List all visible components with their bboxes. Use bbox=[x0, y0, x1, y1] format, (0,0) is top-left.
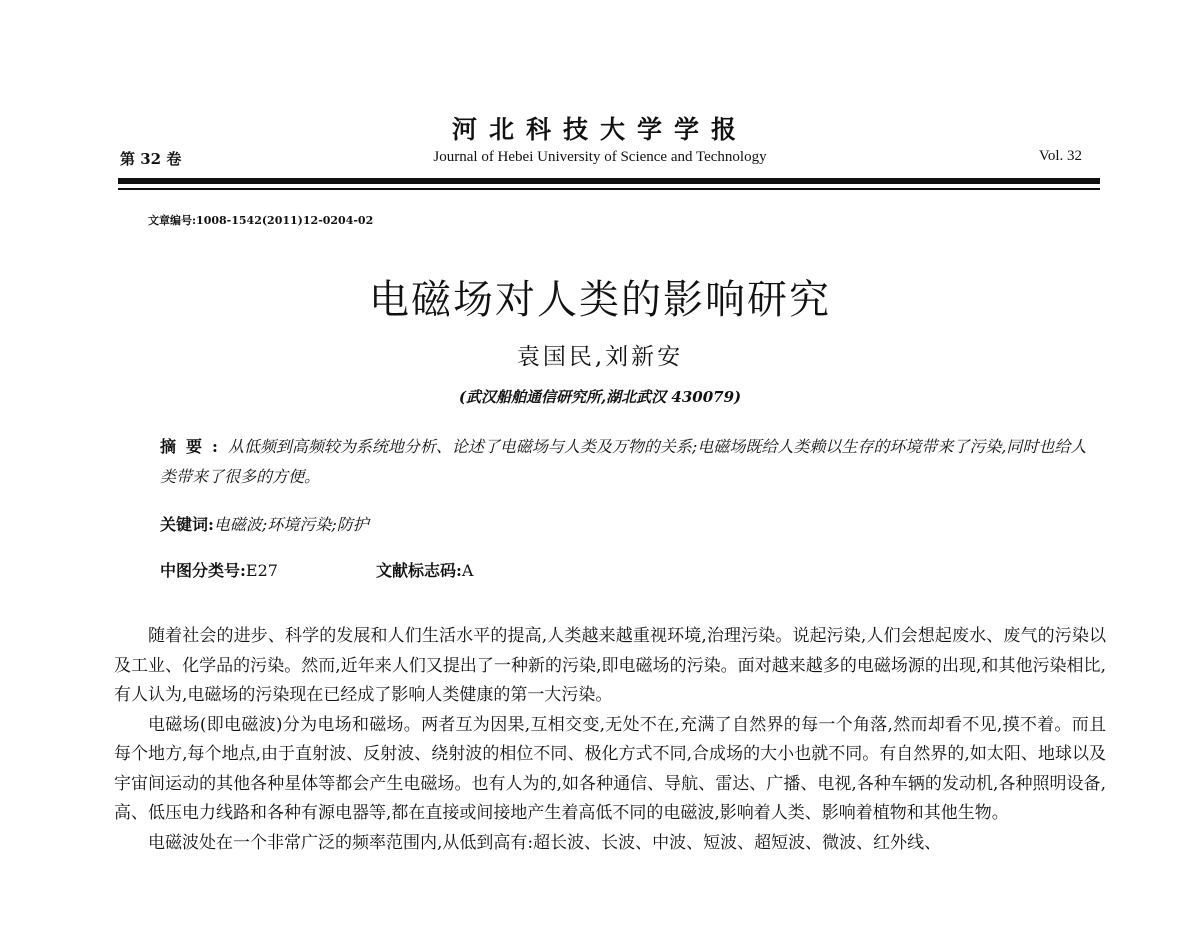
article-number: 文章编号:1008-1542(2011)12-0204-02 bbox=[148, 214, 374, 227]
abstract bbox=[160, 432, 1090, 492]
authors: 袁国民,刘新安 bbox=[516, 344, 684, 370]
clc-label: 中图分类号: bbox=[160, 561, 246, 580]
clc-number bbox=[160, 558, 278, 581]
article-title: 电磁场对人类的影响研究 bbox=[369, 277, 831, 323]
article-body bbox=[114, 622, 1106, 858]
journal-title-chinese: 河北科技大学学报 bbox=[451, 115, 748, 144]
document-code-label: 文献标志码: bbox=[376, 561, 462, 580]
volume-english: Vol. 32 bbox=[1038, 148, 1082, 164]
keywords-label: 关键词: bbox=[160, 515, 214, 534]
volume-chinese: 第 32 卷 bbox=[120, 150, 182, 168]
body-paragraph: 随着社会的进步、科学的发展和人们生活水平的提高,人类越来越重视环境,治理污染。说起污染,人们会想起废水、废气的污染以及工业、化学品的污染。然而,近年来人们又提出了一种新的污染,即电磁场的污染。面对越来越多的电磁场源的出现,和其他污染相比,有人认为,电磁场的污染现在已经成了影响人类健康的第一大污染。 bbox=[114, 626, 1106, 705]
journal-title-english: Journal of Hebei University of Science and Technology bbox=[433, 149, 767, 165]
affiliation: (武汉船舶通信研究所,湖北武汉 430079) bbox=[458, 388, 742, 406]
header-rule-thick bbox=[118, 178, 1100, 184]
keywords bbox=[160, 512, 369, 535]
document-code bbox=[376, 558, 473, 581]
clc-value: E27 bbox=[245, 561, 278, 580]
body-paragraph: 电磁场(即电磁波)分为电场和磁场。两者互为因果,互相交变,无处不在,充满了自然界的每一个角落,然而却看不见,摸不着。而且每个地方,每个地点,由于直射波、反射波、绕射波的相位不同、极化方式不同,合成场的大小也就不同。有自然界的,如太阳、地球以及宇宙间运动的其他各种星体等都会产生电磁场。也有人为的,如各种通信、导航、雷达、广播、电视,各种车辆的发动机,各种照明设备,高、低压电力线路和各种有源电器等,都在直接或间接地产生着高低不同的电磁波,影响着人类、影响着植物和其他生物。 bbox=[114, 714, 1106, 823]
abstract-text: 从低频到高频较为系统地分析、论述了电磁场与人类及万物的关系;电磁场既给人类赖以生存的环境带来了污染,同时也给人类带来了很多的方便。 bbox=[160, 437, 1087, 486]
abstract-label: 摘要: bbox=[160, 437, 228, 456]
document-code-value: A bbox=[461, 561, 474, 580]
body-paragraph: 电磁波处在一个非常广泛的频率范围内,从低到高有:超长波、长波、中波、短波、超短波、微波、红外线、 bbox=[148, 832, 942, 853]
header-rule-thin bbox=[118, 188, 1100, 190]
keywords-text: 电磁波;环境污染;防护 bbox=[213, 515, 369, 534]
